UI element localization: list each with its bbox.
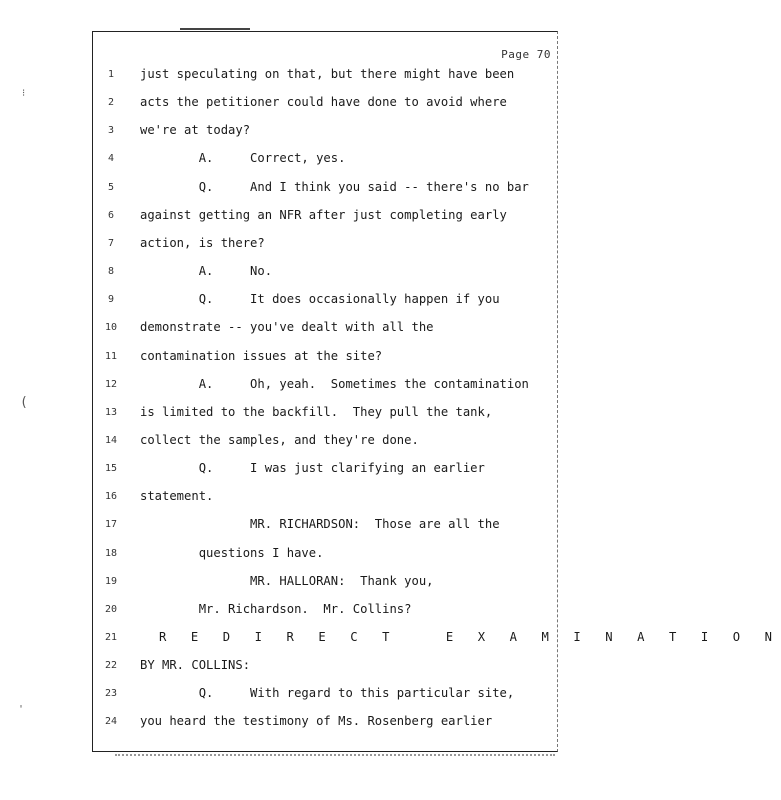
line-number: 14 bbox=[104, 434, 118, 446]
transcript-line bbox=[93, 432, 559, 452]
transcript-line bbox=[93, 376, 559, 396]
line-text: contamination issues at the site? bbox=[140, 348, 383, 363]
line-number: 16 bbox=[104, 491, 118, 503]
line-text: just speculating on that, but there might have been bbox=[140, 67, 515, 81]
transcript-line bbox=[93, 319, 559, 339]
line-number: 2 bbox=[107, 97, 115, 109]
line-number: 15 bbox=[104, 463, 118, 475]
line-number: 17 bbox=[104, 519, 118, 531]
line-number: 22 bbox=[104, 660, 118, 672]
line-number: 20 bbox=[104, 603, 118, 615]
line-number: 8 bbox=[107, 266, 115, 278]
transcript-line bbox=[93, 291, 559, 311]
line-number: 9 bbox=[107, 294, 115, 306]
transcript-line bbox=[93, 235, 559, 255]
line-number: 21 bbox=[104, 632, 118, 643]
line-text: Q. And I think you said -- there's no bar bbox=[140, 179, 529, 194]
line-number: 1 bbox=[107, 69, 115, 80]
line-text: R E D I R E C T E X A M I N A T I O N bbox=[159, 630, 781, 644]
transcript-line bbox=[93, 207, 559, 227]
page-number: Page 70 bbox=[501, 48, 551, 61]
line-number: 3 bbox=[107, 125, 115, 137]
scan-speck: ⁝ bbox=[22, 88, 26, 99]
line-text: is limited to the backfill. They pull the tank, bbox=[140, 404, 493, 419]
transcript-line bbox=[93, 94, 559, 114]
line-number: 7 bbox=[107, 237, 115, 249]
line-text: against getting an NFR after just completing early bbox=[140, 207, 507, 222]
transcript-line bbox=[93, 404, 559, 424]
transcript-line bbox=[93, 179, 559, 199]
line-number: 13 bbox=[104, 406, 118, 418]
line-number: 6 bbox=[107, 209, 115, 221]
line-text: A. Correct, yes. bbox=[140, 151, 346, 166]
line-text: statement. bbox=[140, 489, 214, 504]
transcript-line bbox=[93, 629, 781, 649]
transcript-line bbox=[93, 601, 559, 621]
transcript-page bbox=[92, 31, 781, 752]
transcript-line bbox=[93, 122, 559, 142]
line-text: questions I have. bbox=[140, 545, 324, 560]
line-text: acts the petitioner could have done to avoid where bbox=[140, 95, 507, 110]
line-text: A. Oh, yeah. Sometimes the contamination bbox=[140, 376, 529, 391]
line-text: Q. I was just clarifying an earlier bbox=[140, 461, 485, 476]
line-number: 24 bbox=[104, 716, 118, 728]
line-number: 23 bbox=[104, 688, 118, 700]
line-number: 18 bbox=[104, 547, 118, 559]
transcript-line bbox=[93, 150, 559, 170]
transcript-line bbox=[93, 348, 559, 368]
line-text: Q. With regard to this particular site, bbox=[140, 686, 515, 701]
line-number: 4 bbox=[107, 153, 115, 165]
line-number: 10 bbox=[104, 322, 118, 334]
transcript-line bbox=[93, 713, 559, 733]
scan-footer-noise bbox=[115, 754, 555, 760]
line-text: Q. It does occasionally happen if you bbox=[140, 292, 500, 307]
line-text: we're at today? bbox=[140, 123, 251, 138]
line-text: action, is there? bbox=[140, 235, 265, 250]
line-text: A. No. bbox=[140, 264, 273, 279]
scan-smudge bbox=[180, 28, 250, 30]
transcript-line bbox=[93, 657, 559, 677]
line-text: MR. HALLORAN: Thank you, bbox=[140, 573, 434, 588]
line-number: 12 bbox=[104, 378, 118, 390]
line-text: BY MR. COLLINS: bbox=[140, 658, 251, 673]
line-text: demonstrate -- you've dealt with all the bbox=[140, 320, 434, 335]
transcript-line bbox=[93, 263, 559, 283]
line-number: 5 bbox=[107, 181, 115, 193]
line-number: 19 bbox=[104, 575, 118, 587]
line-text: MR. RICHARDSON: Those are all the bbox=[140, 517, 500, 532]
transcript-line bbox=[93, 545, 559, 565]
transcript-line bbox=[93, 66, 559, 86]
line-text: Mr. Richardson. Mr. Collins? bbox=[140, 601, 412, 616]
transcript-line bbox=[93, 573, 559, 593]
scan-speck: ( bbox=[20, 395, 28, 410]
transcript-line bbox=[93, 488, 559, 508]
line-number: 11 bbox=[104, 350, 118, 362]
line-text: you heard the testimony of Ms. Rosenberg earlier bbox=[140, 714, 493, 729]
transcript-line bbox=[93, 516, 559, 536]
transcript-line bbox=[93, 460, 559, 480]
transcript-line bbox=[93, 685, 559, 705]
scan-speck: ' bbox=[18, 704, 25, 715]
line-text: collect the samples, and they're done. bbox=[140, 432, 419, 447]
